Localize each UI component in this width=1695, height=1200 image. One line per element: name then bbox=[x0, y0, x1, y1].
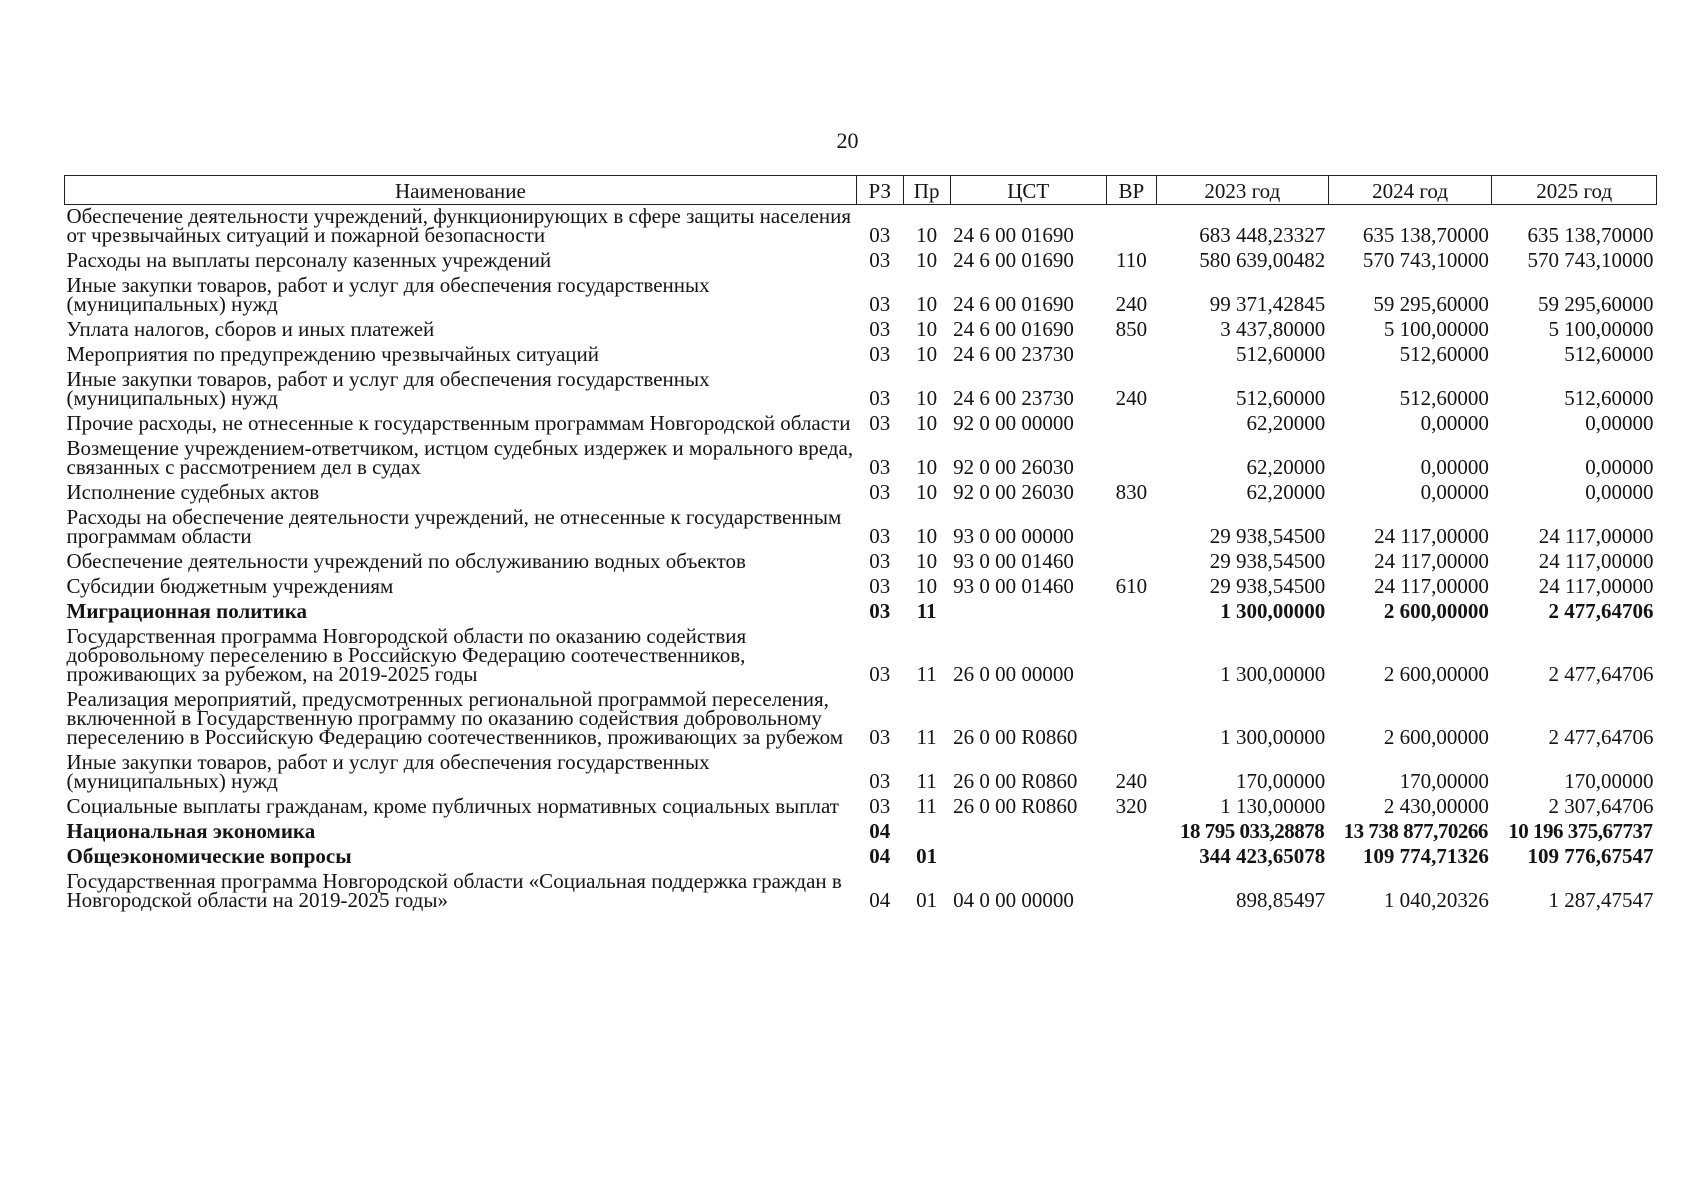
row-rz: 03 bbox=[869, 292, 891, 316]
row-2025: 512,60000 bbox=[1564, 342, 1654, 366]
header-name: Наименование bbox=[65, 176, 857, 205]
row-pr: 11 bbox=[916, 769, 937, 793]
row-name: Расходы на выплаты персоналу казенных учреждений bbox=[66, 248, 552, 272]
row-vr bbox=[1106, 343, 1156, 368]
row-2024: 2 600,00000 bbox=[1383, 662, 1489, 686]
row-2023: 62,20000 bbox=[1246, 411, 1326, 435]
row-cst: 93 0 00 01460 bbox=[953, 574, 1074, 598]
row-2025: 635 138,70000 bbox=[1527, 223, 1654, 247]
row-2025: 24 117,00000 bbox=[1538, 574, 1654, 598]
row-rz: 03 bbox=[869, 725, 891, 749]
row-pr bbox=[903, 820, 950, 845]
row-vr: 850 bbox=[1115, 317, 1148, 341]
row-2025: 1 287,47547 bbox=[1548, 888, 1654, 912]
table-row bbox=[65, 625, 1657, 688]
row-2025: 10 196 375,67737 bbox=[1508, 819, 1653, 843]
row-vr: 830 bbox=[1115, 480, 1148, 504]
row-cst: 24 6 00 01690 bbox=[953, 223, 1074, 247]
row-2024: 13 738 877,70266 bbox=[1343, 819, 1488, 843]
row-2023: 344 423,65078 bbox=[1199, 844, 1326, 868]
row-2024: 109 774,71326 bbox=[1362, 844, 1489, 868]
table-row bbox=[65, 343, 1657, 368]
row-cst: 93 0 00 00000 bbox=[953, 524, 1074, 548]
row-name: Иные закупки товаров, работ и услуг для обеспечения государственных (муниципальных) нужд bbox=[66, 273, 710, 316]
row-2023: 18 795 033,28878 bbox=[1180, 819, 1325, 843]
row-pr: 01 bbox=[916, 844, 938, 868]
row-name: Расходы на обеспечение деятельности учреждений, не отнесенные к государственным программам области bbox=[66, 505, 842, 548]
row-pr: 11 bbox=[916, 725, 937, 749]
row-name: Государственная программа Новгородской области «Социальная поддержка граждан в Новгородской области на 2019-2025 годы» bbox=[66, 869, 842, 912]
row-rz: 03 bbox=[869, 317, 891, 341]
row-2024: 512,60000 bbox=[1399, 342, 1489, 366]
row-cst: 24 6 00 23730 bbox=[953, 386, 1074, 410]
table-row bbox=[65, 437, 1657, 481]
row-rz: 03 bbox=[869, 524, 891, 548]
row-2024: 570 743,10000 bbox=[1362, 248, 1489, 272]
row-cst: 24 6 00 01690 bbox=[953, 248, 1074, 272]
row-cst: 26 0 00 R0860 bbox=[953, 725, 1078, 749]
header-2023: 2023 год bbox=[1156, 176, 1328, 205]
row-rz: 03 bbox=[869, 794, 891, 818]
table-row bbox=[65, 368, 1657, 412]
row-2023: 1 300,00000 bbox=[1220, 725, 1326, 749]
row-2025: 59 295,60000 bbox=[1538, 292, 1654, 316]
row-vr bbox=[1106, 688, 1156, 751]
row-2024: 0,00000 bbox=[1420, 411, 1489, 435]
row-2024: 24 117,00000 bbox=[1374, 524, 1489, 548]
row-rz: 03 bbox=[869, 411, 891, 435]
row-name: Мероприятия по предупреждению чрезвычайных ситуаций bbox=[66, 342, 600, 366]
table-row bbox=[65, 751, 1657, 795]
row-vr bbox=[1106, 820, 1156, 845]
row-vr: 240 bbox=[1115, 769, 1148, 793]
row-2023: 512,60000 bbox=[1236, 386, 1326, 410]
row-pr: 10 bbox=[916, 223, 938, 247]
table-row bbox=[65, 205, 1657, 250]
row-pr: 01 bbox=[916, 888, 938, 912]
row-cst: 24 6 00 23730 bbox=[953, 342, 1074, 366]
table-row bbox=[65, 795, 1657, 820]
row-rz: 03 bbox=[869, 549, 891, 573]
row-2025: 170,00000 bbox=[1564, 769, 1654, 793]
row-cst: 92 0 00 00000 bbox=[953, 411, 1074, 435]
table-row bbox=[65, 481, 1657, 506]
row-pr: 11 bbox=[916, 662, 937, 686]
row-2025: 0,00000 bbox=[1585, 411, 1654, 435]
row-vr: 240 bbox=[1115, 386, 1148, 410]
row-pr: 10 bbox=[916, 342, 938, 366]
header-vr: ВР bbox=[1106, 176, 1156, 205]
row-2023: 898,85497 bbox=[1236, 888, 1326, 912]
table-row bbox=[65, 506, 1657, 550]
row-2025: 0,00000 bbox=[1585, 480, 1654, 504]
table-header-row bbox=[65, 176, 1657, 205]
row-name: Государственная программа Новгородской области по оказанию содействия добровольному переселению в Российскую Федерацию соотечественников, проживающих за рубежом, на 2019-2025 годы bbox=[66, 624, 747, 686]
row-rz: 03 bbox=[869, 386, 891, 410]
row-name: Уплата налогов, сборов и иных платежей bbox=[66, 317, 435, 341]
row-2025: 2 477,64706 bbox=[1548, 662, 1654, 686]
table-row bbox=[65, 870, 1657, 914]
row-2025: 570 743,10000 bbox=[1527, 248, 1654, 272]
row-2024: 2 600,00000 bbox=[1383, 599, 1489, 623]
row-vr bbox=[1106, 625, 1156, 688]
row-vr: 240 bbox=[1115, 292, 1148, 316]
row-cst: 24 6 00 01690 bbox=[953, 317, 1074, 341]
row-pr: 10 bbox=[916, 411, 938, 435]
row-cst: 26 0 00 R0860 bbox=[953, 794, 1078, 818]
row-rz: 03 bbox=[869, 574, 891, 598]
row-name: Иные закупки товаров, работ и услуг для обеспечения государственных (муниципальных) нужд bbox=[66, 367, 710, 410]
row-2024: 0,00000 bbox=[1420, 480, 1489, 504]
row-pr: 10 bbox=[916, 386, 938, 410]
row-name: Исполнение судебных актов bbox=[66, 480, 320, 504]
row-2023: 29 938,54500 bbox=[1209, 549, 1326, 573]
row-cst bbox=[950, 845, 1106, 870]
row-2024: 2 600,00000 bbox=[1383, 725, 1489, 749]
table-row bbox=[65, 274, 1657, 318]
row-2024: 24 117,00000 bbox=[1374, 574, 1489, 598]
row-2024: 2 430,00000 bbox=[1383, 794, 1489, 818]
row-pr: 10 bbox=[916, 524, 938, 548]
row-name: Субсидии бюджетным учреждениям bbox=[66, 574, 394, 598]
budget-table bbox=[64, 175, 1657, 914]
row-2025: 2 307,64706 bbox=[1548, 794, 1654, 818]
table-row-section bbox=[65, 600, 1657, 625]
row-rz: 03 bbox=[869, 455, 891, 479]
row-rz: 03 bbox=[869, 599, 891, 623]
row-pr: 10 bbox=[916, 292, 938, 316]
row-2023: 62,20000 bbox=[1246, 480, 1326, 504]
header-cst: ЦСТ bbox=[950, 176, 1106, 205]
row-name: Общеэкономические вопросы bbox=[66, 844, 352, 868]
row-2025: 2 477,64706 bbox=[1548, 725, 1654, 749]
row-cst: 93 0 00 01460 bbox=[953, 549, 1074, 573]
row-rz: 03 bbox=[869, 480, 891, 504]
table-row bbox=[65, 688, 1657, 751]
row-name: Возмещение учреждением-ответчиком, истцом судебных издержек и морального вреда, связанных с рассмотрением дел в судах bbox=[66, 436, 854, 479]
row-pr: 11 bbox=[916, 794, 937, 818]
table-row-section bbox=[65, 820, 1657, 845]
row-vr bbox=[1106, 437, 1156, 481]
header-2024: 2024 год bbox=[1328, 176, 1492, 205]
row-2024: 24 117,00000 bbox=[1374, 549, 1489, 573]
row-cst: 92 0 00 26030 bbox=[953, 480, 1074, 504]
row-vr bbox=[1106, 845, 1156, 870]
row-vr: 110 bbox=[1115, 248, 1147, 272]
row-2025: 5 100,00000 bbox=[1548, 317, 1654, 341]
row-2023: 1 300,00000 bbox=[1220, 662, 1326, 686]
table-row-section bbox=[65, 845, 1657, 870]
row-cst bbox=[950, 820, 1106, 845]
row-vr bbox=[1106, 205, 1156, 250]
row-rz: 03 bbox=[869, 769, 891, 793]
header-rz: РЗ bbox=[856, 176, 903, 205]
row-pr: 10 bbox=[916, 549, 938, 573]
header-2025: 2025 год bbox=[1492, 176, 1657, 205]
row-2025: 2 477,64706 bbox=[1548, 599, 1654, 623]
table-row bbox=[65, 318, 1657, 343]
row-cst: 04 0 00 00000 bbox=[953, 888, 1074, 912]
row-rz: 03 bbox=[869, 248, 891, 272]
row-cst: 26 0 00 R0860 bbox=[953, 769, 1078, 793]
row-pr: 11 bbox=[916, 599, 937, 623]
page-number: 20 bbox=[836, 128, 859, 153]
row-2024: 170,00000 bbox=[1399, 769, 1489, 793]
row-2025: 24 117,00000 bbox=[1538, 524, 1654, 548]
row-pr: 10 bbox=[916, 574, 938, 598]
row-2023: 29 938,54500 bbox=[1209, 574, 1326, 598]
table-row bbox=[65, 412, 1657, 437]
row-name: Прочие расходы, не отнесенные к государственным программам Новгородской области bbox=[66, 411, 851, 435]
row-name: Обеспечение деятельности учреждений по обслуживанию водных объектов bbox=[66, 549, 746, 573]
row-2023: 683 448,23327 bbox=[1199, 223, 1326, 247]
row-2023: 1 300,00000 bbox=[1220, 599, 1326, 623]
row-rz: 04 bbox=[869, 819, 891, 843]
row-rz: 03 bbox=[869, 342, 891, 366]
row-2023: 62,20000 bbox=[1246, 455, 1326, 479]
row-2023: 29 938,54500 bbox=[1209, 524, 1326, 548]
row-name: Иные закупки товаров, работ и услуг для обеспечения государственных (муниципальных) нужд bbox=[66, 750, 710, 793]
row-2024: 512,60000 bbox=[1399, 386, 1489, 410]
row-pr: 10 bbox=[916, 455, 938, 479]
row-rz: 03 bbox=[869, 662, 891, 686]
row-2025: 109 776,67547 bbox=[1527, 844, 1654, 868]
row-cst: 24 6 00 01690 bbox=[953, 292, 1074, 316]
row-2023: 99 371,42845 bbox=[1209, 292, 1326, 316]
row-2023: 512,60000 bbox=[1236, 342, 1326, 366]
row-2024: 1 040,20326 bbox=[1383, 888, 1489, 912]
row-2023: 170,00000 bbox=[1236, 769, 1326, 793]
row-pr: 10 bbox=[916, 248, 938, 272]
row-rz: 04 bbox=[869, 844, 891, 868]
row-vr bbox=[1106, 412, 1156, 437]
row-2025: 24 117,00000 bbox=[1538, 549, 1654, 573]
table-row bbox=[65, 575, 1657, 600]
row-name: Реализация мероприятий, предусмотренных региональной программой переселения, включенной в Государственную программу по оказанию содействия добровольному переселению в Российскую Федерацию соотечественников, проживающих за рубежом bbox=[66, 687, 844, 749]
row-2023: 3 437,80000 bbox=[1220, 317, 1326, 341]
table-row bbox=[65, 249, 1657, 274]
row-name: Национальная экономика bbox=[66, 819, 316, 843]
row-vr bbox=[1106, 506, 1156, 550]
row-pr: 10 bbox=[916, 317, 938, 341]
table-row bbox=[65, 550, 1657, 575]
row-cst bbox=[950, 600, 1106, 625]
row-2024: 0,00000 bbox=[1420, 455, 1489, 479]
row-vr: 320 bbox=[1115, 794, 1148, 818]
row-2024: 5 100,00000 bbox=[1383, 317, 1489, 341]
row-2024: 59 295,60000 bbox=[1373, 292, 1489, 316]
row-2023: 580 639,00482 bbox=[1199, 248, 1326, 272]
row-cst: 26 0 00 00000 bbox=[953, 662, 1074, 686]
row-rz: 04 bbox=[869, 888, 891, 912]
header-pr: Пр bbox=[903, 176, 950, 205]
row-name: Обеспечение деятельности учреждений, функционирующих в сфере защиты населения от чрезвычайных ситуаций и пожарной безопасности bbox=[66, 204, 852, 247]
row-2025: 0,00000 bbox=[1585, 455, 1654, 479]
row-vr bbox=[1106, 870, 1156, 914]
row-vr bbox=[1106, 600, 1156, 625]
row-2025: 512,60000 bbox=[1564, 386, 1654, 410]
row-name: Миграционная политика bbox=[66, 599, 308, 623]
row-2023: 1 130,00000 bbox=[1220, 794, 1326, 818]
row-vr bbox=[1106, 550, 1156, 575]
row-name: Социальные выплаты гражданам, кроме публичных нормативных социальных выплат bbox=[66, 794, 839, 818]
row-2024: 635 138,70000 bbox=[1362, 223, 1489, 247]
row-pr: 10 bbox=[916, 480, 938, 504]
row-vr: 610 bbox=[1115, 574, 1148, 598]
row-rz: 03 bbox=[869, 223, 891, 247]
row-cst: 92 0 00 26030 bbox=[953, 455, 1074, 479]
